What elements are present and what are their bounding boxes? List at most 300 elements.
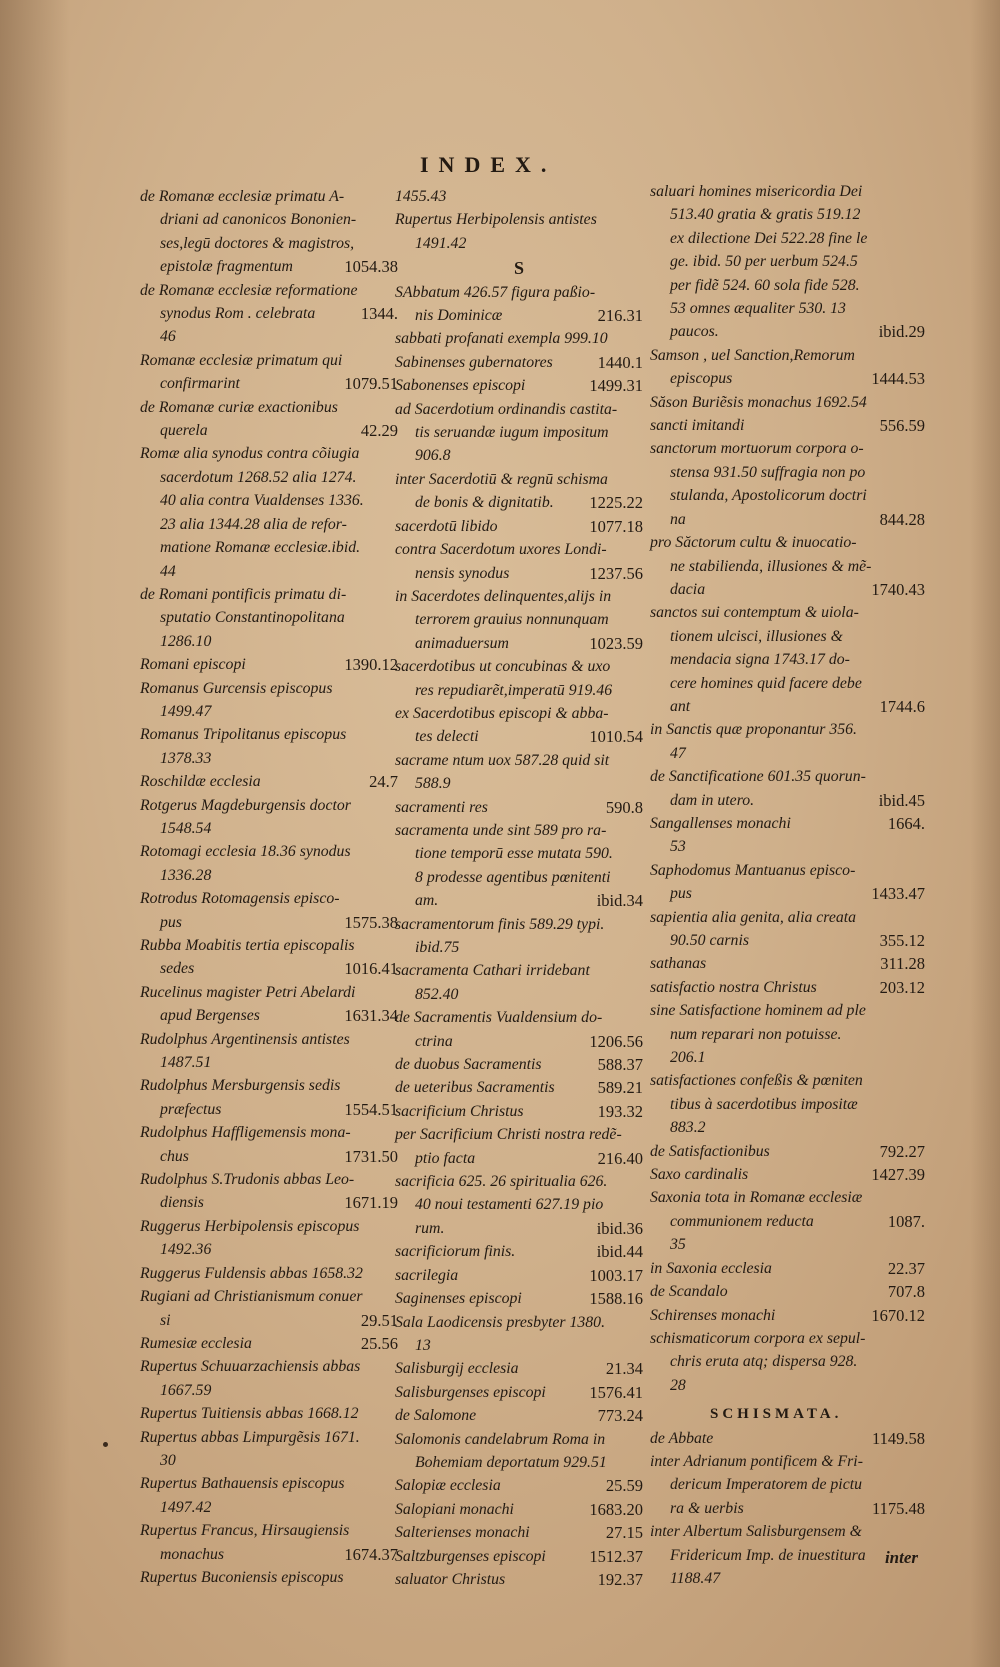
entry-continuation-line [140, 513, 398, 536]
entry-continuation-line [395, 983, 643, 1006]
entry-text: per Sacrificium Christi nostra redẽ- [395, 1126, 622, 1144]
entry-text: Samson , uel Sanction,Remorum [650, 346, 855, 364]
entry-continuation-line [140, 1051, 398, 1074]
page-reference: 1554.51 [344, 1099, 398, 1119]
entry-heading-line [140, 1168, 398, 1191]
entry-text: Saltzburgenses episcopi [395, 1547, 546, 1565]
entry-text: paucos. [670, 323, 719, 341]
entry-heading-line [650, 1280, 925, 1303]
entry-text: tionem ulcisci, illusiones & [670, 627, 843, 645]
entry-text: sapientia alia genita, alia creata [650, 908, 857, 926]
index-entry [395, 1240, 643, 1263]
page-reference: 1440.1 [597, 352, 643, 372]
entry-continuation-line [650, 625, 925, 648]
entry-text: saluator Christus [395, 1570, 506, 1588]
entry-continuation-line [395, 421, 643, 444]
index-entry [395, 1381, 643, 1404]
index-entry [650, 531, 925, 601]
entry-text: per fidẽ 524. 60 sola fide 528. [670, 276, 860, 294]
entry-continuation-line [140, 606, 398, 629]
entry-continuation-line [395, 1217, 643, 1240]
entry-continuation-line [650, 484, 925, 507]
entry-heading-line [140, 1472, 398, 1495]
entry-text: stulanda, Apostolicorum doctri [670, 487, 867, 505]
entry-text: Ruggerus Fuldensis abbas 1658.32 [140, 1264, 363, 1282]
page-reference: 1670.12 [871, 1305, 925, 1325]
index-column-2 [395, 185, 643, 1591]
entry-continuation-line [140, 747, 398, 770]
entry-text: nensis synodus [415, 564, 510, 582]
entry-text: 1548.54 [160, 819, 212, 837]
index-entry [395, 351, 643, 374]
entry-text: Ruggerus Herbipolensis episcopus [140, 1217, 360, 1235]
entry-text: satisfactio nostra Christus [650, 978, 817, 996]
entry-text: Rucelinus magister Petri Abelardi [140, 983, 356, 1001]
entry-heading-line [395, 281, 643, 304]
entry-text: Rupertus abbas Limpurgẽsis 1671. [140, 1428, 360, 1446]
entry-continuation-line [650, 695, 925, 718]
page-reference: 1744.6 [879, 696, 925, 716]
entry-heading-line [650, 1304, 925, 1327]
page-reference: 193.32 [597, 1101, 643, 1121]
entry-heading-line [650, 999, 925, 1022]
index-entry [395, 1474, 643, 1497]
entry-text: Salomonis candelabrum Roma in [395, 1430, 606, 1448]
entry-heading-line [650, 859, 925, 882]
index-entry [650, 1427, 925, 1450]
entry-continuation-line [650, 508, 925, 531]
entry-text: sacrilegia [395, 1266, 459, 1284]
page-reference: 192.37 [597, 1569, 643, 1589]
entry-text: 23 alia 1344.28 alia de refor- [160, 515, 347, 533]
entry-text: 513.40 gratia & gratis 519.12 [670, 206, 861, 224]
entry-text: 40 alia contra Vualdenses 1336. [160, 492, 364, 510]
entry-heading-line [140, 1074, 398, 1097]
entry-continuation-line [650, 203, 925, 226]
page-reference: 773.24 [597, 1406, 643, 1426]
entry-heading-line [650, 1427, 925, 1450]
page-reference: 1087. [887, 1211, 925, 1231]
index-entry [140, 794, 398, 841]
entry-text: Rupertus Francus, Hirsaugiensis [140, 1522, 350, 1540]
index-entry [140, 1566, 398, 1589]
page-reference: 29.51 [360, 1310, 398, 1330]
entry-heading-line [395, 702, 643, 725]
index-entry [395, 185, 643, 208]
entry-heading-line [650, 414, 925, 437]
index-entry [650, 437, 925, 531]
entry-text: Sabonenses episcopi [395, 377, 526, 395]
entry-text: Schirenses monachi [650, 1306, 776, 1324]
index-entry [140, 887, 398, 934]
index-entry [395, 585, 643, 655]
page-reference: 1237.56 [589, 563, 643, 583]
entry-text: dericum Imperatorem de pictu [670, 1476, 862, 1494]
entry-text: matione Romanæ ecclesiæ.ibid. [160, 539, 361, 557]
entry-heading-line [395, 374, 643, 397]
index-entry [395, 1498, 643, 1521]
entry-text: chris eruta atq; dispersa 928. [670, 1353, 858, 1371]
entry-text: 90.50 carnis [670, 932, 749, 949]
index-entry [650, 718, 925, 765]
entry-text: inter Albertum Salisburgensem & [650, 1523, 862, 1541]
entry-continuation-line [140, 372, 398, 395]
entry-text: satisfactiones confeßis & pœniten [650, 1072, 863, 1090]
entry-text: 1487.51 [160, 1054, 212, 1072]
index-entry [395, 702, 643, 749]
entry-heading-line [395, 185, 643, 208]
index-entry [395, 1521, 643, 1544]
index-column-1 [140, 185, 398, 1589]
entry-heading-line [650, 437, 925, 460]
entry-text: pus [670, 885, 692, 903]
entry-text: 8 prodesse agentibus pœnitenti [415, 868, 611, 886]
entry-text: ad Sacerdotium ordinandis castita- [395, 400, 618, 418]
page-reference: 25.59 [605, 1476, 643, 1496]
page-reference: 24.7 [369, 772, 398, 792]
entry-continuation-line [650, 1093, 925, 1116]
page-reference: 1175.48 [871, 1498, 925, 1518]
entry-heading-line [395, 1545, 643, 1568]
index-entry [395, 1428, 643, 1475]
entry-heading-line [395, 1474, 643, 1497]
entry-continuation-line [140, 536, 398, 559]
entry-continuation-line [650, 1023, 925, 1046]
entry-continuation-line [650, 929, 925, 952]
page-reference: 1003.17 [589, 1265, 643, 1285]
entry-continuation-line [395, 679, 643, 702]
entry-continuation-line [650, 835, 925, 858]
entry-text: ptio facta [415, 1149, 476, 1167]
index-entry [650, 601, 925, 718]
page-reference: 216.40 [597, 1148, 643, 1168]
page-reference: 1077.18 [589, 516, 643, 536]
entry-continuation-line [140, 1098, 398, 1121]
entry-continuation-line [395, 632, 643, 655]
entry-text: 1378.33 [160, 749, 212, 767]
entry-heading-line [650, 1140, 925, 1163]
entry-heading-line [395, 1287, 643, 1310]
entry-text: 1336.28 [160, 866, 212, 884]
entry-text: Bohemiam deportatum 929.51 [415, 1453, 607, 1471]
entry-text: saluari homines misericordia Dei [650, 183, 863, 200]
index-entry [140, 442, 398, 582]
entry-continuation-line [140, 817, 398, 840]
index-entry [650, 1140, 925, 1163]
index-entry [395, 913, 643, 960]
entry-continuation-line [140, 419, 398, 442]
entry-continuation-line [140, 630, 398, 653]
index-entry [140, 677, 398, 724]
entry-text: de Romanæ ecclesiæ primatu A- [140, 188, 345, 205]
entry-text: Rubba Moabitis tertia episcopalis [140, 937, 355, 954]
page-reference: 1054.38 [344, 257, 398, 277]
entry-heading-line [395, 1381, 643, 1404]
entry-continuation-line [140, 302, 398, 325]
entry-continuation-line [140, 1309, 398, 1332]
page-reference: ibid.36 [596, 1218, 643, 1238]
entry-text: 852.40 [415, 985, 459, 1003]
entry-continuation-line: 46 [160, 328, 176, 346]
index-entry [140, 1402, 398, 1425]
entry-continuation-line [650, 1210, 925, 1233]
entry-heading-line [395, 351, 643, 374]
entry-heading-line [650, 1450, 925, 1473]
entry-text: 47 [670, 744, 686, 762]
page-reference: 844.28 [879, 509, 925, 529]
entry-heading-line [140, 887, 398, 910]
index-entry [395, 281, 643, 328]
entry-continuation-line [650, 742, 925, 765]
entry-text: Romanæ ecclesiæ primatum qui [140, 351, 343, 369]
entry-text: Romæ alia synodus contra cõiugia [140, 445, 360, 463]
entry-text: pus [160, 913, 182, 931]
page-reference: 1079.51 [344, 374, 398, 394]
entry-heading-line [395, 398, 643, 421]
index-entry [140, 279, 398, 349]
entry-continuation-line [395, 1147, 643, 1170]
entry-text: sacrificiorum finis. [395, 1243, 516, 1261]
entry-heading-line [395, 1240, 643, 1263]
entry-heading-line [395, 749, 643, 772]
index-entry [140, 1332, 398, 1355]
index-entry [395, 515, 643, 538]
entry-continuation-line [650, 555, 925, 578]
entry-continuation-line [650, 297, 925, 320]
entry-continuation-line [140, 1449, 398, 1472]
entry-text: querela [160, 422, 208, 440]
entry-text: de bonis & dignitatib. [415, 494, 554, 512]
entry-text: sacramenta unde sint 589 pro ra- [395, 821, 607, 839]
page-reference: 27.15 [605, 1523, 643, 1543]
index-entry [650, 1304, 925, 1327]
index-entry [650, 344, 925, 391]
entry-text: contra Sacerdotum uxores Londi- [395, 541, 607, 559]
page-reference: 355.12 [879, 931, 925, 950]
entry-text: si [160, 1311, 171, 1329]
entry-continuation-line [650, 274, 925, 297]
entry-continuation-line [395, 304, 643, 327]
entry-continuation-line [395, 562, 643, 585]
entry-continuation-line [650, 672, 925, 695]
entry-heading-line [140, 1332, 398, 1355]
entry-heading-line [140, 1566, 398, 1589]
entry-text: episcopus [670, 370, 733, 388]
entry-text: Rudolphus S.Trudonis abbas Leo- [140, 1171, 355, 1189]
entry-continuation-line [140, 1191, 398, 1214]
page-reference: 1390.12 [344, 655, 398, 675]
entry-text: sathanas [650, 955, 707, 973]
entry-continuation-line [140, 560, 398, 583]
entry-heading-line [140, 934, 398, 957]
entry-text: de Romanæ curiæ exactionibus [140, 398, 338, 416]
entry-continuation-line [395, 842, 643, 865]
entry-text: Rugiani ad Christianismum conuer [140, 1288, 363, 1306]
entry-text: epistolæ fragmentum [160, 258, 293, 276]
page-reference: 1149.58 [871, 1428, 925, 1448]
entry-text: Sabinenses gubernatores [395, 353, 553, 371]
entry-text: 40 noui testamenti 627.19 pio [415, 1196, 604, 1214]
entry-text: ant [670, 697, 691, 715]
entry-text: Romani episcopi [140, 656, 246, 674]
index-entry [140, 1355, 398, 1402]
entry-heading-line [395, 913, 643, 936]
entry-text: 206.1 [670, 1049, 706, 1067]
entry-text: na [670, 510, 686, 528]
entry-heading-line [395, 1076, 643, 1099]
page-reference: 21.34 [605, 1359, 643, 1379]
entry-continuation-line [650, 1350, 925, 1373]
page-gutter-shadow [0, 0, 70, 1667]
index-entry [395, 398, 643, 468]
index-entry [650, 1327, 925, 1397]
entry-text: ibid.75 [415, 939, 460, 956]
page-reference: 1671.19 [344, 1193, 398, 1213]
entry-text: Salisburgij ecclesia [395, 1360, 519, 1378]
entry-continuation-line [650, 1544, 925, 1567]
entry-text: Saxonia tota in Romanæ ecclesiæ [650, 1189, 863, 1207]
catchword: inter [884, 1548, 918, 1567]
index-entry [140, 349, 398, 396]
page-reference: 588.37 [597, 1055, 643, 1075]
entry-heading-line [650, 601, 925, 624]
entry-continuation-line [140, 911, 398, 934]
entry-heading-line [395, 1264, 643, 1287]
entry-text: sputatio Constantinopolitana [160, 609, 345, 627]
entry-heading-line [395, 1100, 643, 1123]
entry-continuation-line [140, 1379, 398, 1402]
index-entry [650, 906, 925, 953]
entry-text: inter Sacerdotiū & regnū schisma [395, 470, 608, 488]
entry-continuation-line [140, 1496, 398, 1519]
page-reference: 22.37 [887, 1258, 925, 1278]
entry-heading-line [395, 1053, 643, 1076]
entry-continuation-line [395, 1334, 643, 1357]
entry-text: tes delecti [415, 728, 479, 746]
entry-text: 1492.36 [160, 1241, 212, 1259]
entry-text: ex dilectione Dei 522.28 fine le [670, 229, 868, 247]
entry-heading-line [140, 396, 398, 419]
index-entry [140, 185, 398, 279]
index-entry [395, 1545, 643, 1568]
entry-text: Romanus Tripolitanus episcopus [140, 726, 347, 744]
entry-continuation-line [650, 648, 925, 671]
entry-continuation-line [140, 466, 398, 489]
entry-heading-line [140, 653, 398, 676]
entry-text: de Abbate [650, 1429, 714, 1447]
index-entry [395, 655, 643, 702]
entry-text: 1497.42 [160, 1498, 212, 1516]
index-entry [395, 1170, 643, 1240]
entry-continuation-line [140, 1145, 398, 1168]
index-entry [395, 1006, 643, 1053]
index-entry [395, 1357, 643, 1380]
entry-text: sacramenti res [395, 798, 488, 816]
entry-continuation-line [650, 789, 925, 812]
entry-text: Salterienses monachi [395, 1524, 530, 1542]
entry-text: am. [415, 892, 439, 910]
entry-continuation-line [395, 491, 643, 514]
entry-heading-line [650, 531, 925, 554]
entry-text: Rupertus Buconiensis episcopus [140, 1568, 344, 1586]
entry-heading-line [395, 1311, 643, 1334]
entry-heading-line [140, 583, 398, 606]
entry-continuation-line [650, 1567, 925, 1590]
entry-text: apud Bergenses [160, 1007, 260, 1025]
entry-text: Sangallenses monachi [650, 814, 791, 832]
entry-text: Rudolphus Mersburgensis sedis [140, 1077, 341, 1095]
index-entry [140, 653, 398, 676]
entry-text: Salopiæ ecclesia [395, 1477, 501, 1495]
entry-text: Salisburgenses episcopi [395, 1383, 546, 1401]
entry-text: Rotgerus Magdeburgensis doctor [140, 796, 351, 814]
entry-continuation-line [650, 1116, 925, 1139]
entry-text: sancti imitandi [650, 417, 745, 435]
entry-continuation-line [395, 772, 643, 795]
entry-continuation-line [650, 1374, 925, 1397]
index-entry [395, 1076, 643, 1099]
entry-text: 30 [160, 1451, 176, 1469]
entry-text: monachus [160, 1545, 225, 1563]
section-letter: S [513, 258, 524, 279]
entry-continuation-line [650, 461, 925, 484]
index-entry [140, 396, 398, 443]
entry-heading-line [650, 1163, 925, 1186]
page-reference: 1344. [360, 304, 398, 324]
entry-heading-line [395, 1170, 643, 1193]
index-entry [650, 1186, 925, 1256]
entry-text: dacia [670, 580, 706, 598]
page-edge-shadow [970, 0, 1000, 1667]
entry-continuation-line [650, 1497, 925, 1520]
index-entry [140, 1028, 398, 1075]
entry-heading-line [140, 442, 398, 465]
entry-heading-line [395, 959, 643, 982]
entry-continuation-line [650, 1473, 925, 1496]
index-entry [140, 770, 398, 793]
entry-text: stensa 931.50 suffragia non po [670, 463, 866, 481]
page-reference: 42.29 [360, 421, 398, 441]
entry-heading-line [395, 819, 643, 842]
entry-text: sacerdotibus ut concubinas & uxo [395, 658, 611, 676]
entry-text: 44 [160, 562, 176, 580]
entry-continuation-line [650, 578, 925, 601]
page-reference: 1433.47 [871, 884, 925, 904]
index-entry [650, 812, 925, 859]
entry-text: Rotrodus Rotomagensis episco- [140, 890, 340, 908]
entry-continuation-line [650, 1046, 925, 1069]
entry-heading-line [140, 1426, 398, 1449]
entry-text: communionem reducta [670, 1212, 814, 1230]
entry-heading-line [650, 180, 925, 203]
entry-heading-line [395, 1006, 643, 1029]
entry-text: schismaticorum corpora ex sepul- [650, 1329, 866, 1347]
entry-text: 906.8 [415, 447, 451, 465]
entry-text: sacramenta Cathari irridebant [395, 962, 590, 980]
entry-text: in Saxonia ecclesia [650, 1259, 772, 1277]
page-reference: 25.56 [360, 1333, 398, 1353]
entry-heading-line [395, 208, 643, 231]
index-entry [140, 981, 398, 1028]
entry-continuation-line [395, 936, 643, 959]
entry-heading-line [650, 1327, 925, 1350]
entry-text: de Scandalo [650, 1283, 728, 1301]
entry-text: sacrificium Christus [395, 1102, 524, 1120]
page-reference: 1444.53 [871, 369, 925, 389]
index-entry [395, 327, 643, 350]
entry-continuation-line [140, 864, 398, 887]
entry-text: 588.9 [415, 775, 451, 793]
